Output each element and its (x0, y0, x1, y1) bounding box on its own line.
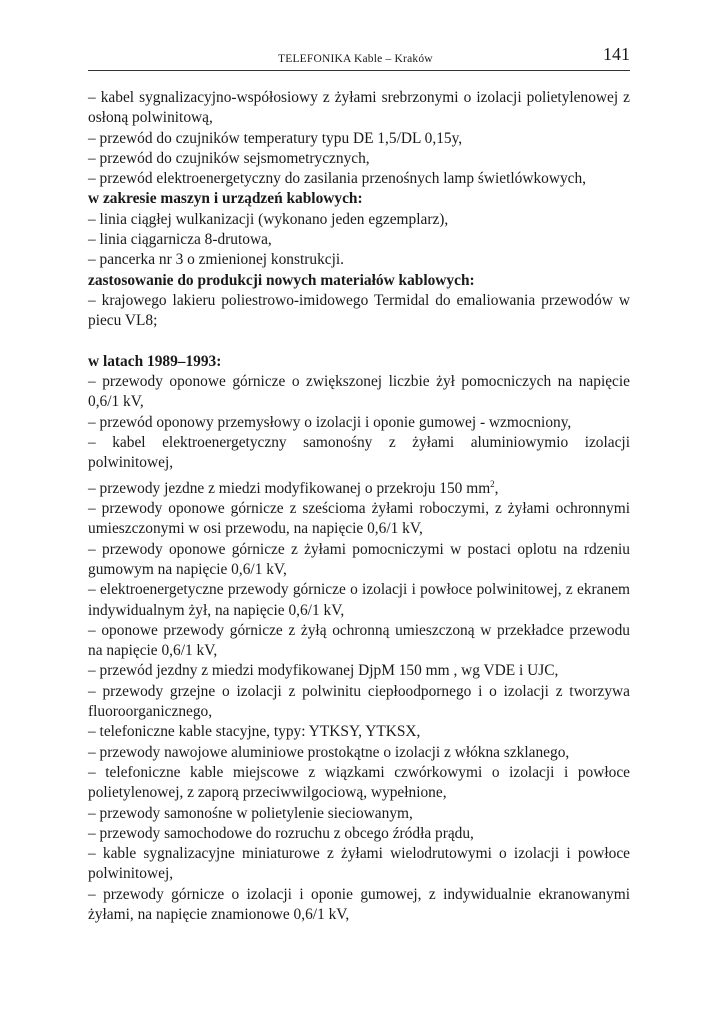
list-item: – przewody oponowe górnicze o zwiększonej liczbie żył pomocniczych na napięcie 0,6/1 kV, (88, 373, 630, 411)
list-item: – przewody samochodowe do rozruchu z obcego źródła prądu, (88, 824, 474, 842)
list-item: – przewody nawojowe aluminiowe prostokątne o izolacji z włókna szklanego, (88, 743, 570, 761)
list-item: – telefoniczne kable stacyjne, typy: YTKSY, YTKSX, (88, 723, 421, 741)
list-item: – przewód elektroenergetyczny do zasilania przenośnych lamp świetlówkowych, (88, 170, 587, 188)
section-heading: w zakresie maszyn i urządzeń kablowych: (88, 190, 363, 208)
list-item: – linia ciągłej wulkanizacji (wykonano jeden egzemplarz), (88, 210, 449, 228)
list-item: – telefoniczne kable miejscowe z wiązkami czwórkowymi o izolacji i powłoce polietylenowej, z zaporą przeciwwilgociową, wypełnione, (88, 763, 630, 802)
list-item: – przewody oponowe górnicze z żyłami pomocniczymi w postaci oplotu na rdzeniu gumowym na napięcie 0,6/1 kV, (88, 540, 630, 578)
list-item: – przewód do czujników sejsmometrycznych, (88, 149, 370, 167)
page-number: 141 (603, 44, 630, 64)
spacer (88, 332, 630, 352)
list-item: – przewody oponowe górnicze z sześcioma żyłami roboczymi, z żyłami ochronnymi umieszczonymi w osi przewodu, na napięcie 0,6/1 kV, (88, 500, 630, 538)
list-item: – kabel elektroenergetyczny samonośny z żyłami aluminiowymio izolacji polwinitowej, (88, 434, 630, 472)
list-item: – przewód oponowy przemysłowy o izolacji i oponie gumowej - wzmocniony, (88, 413, 572, 431)
list-item (88, 474, 630, 499)
list-item-text: – przewody jezdne z miedzi modyfikowanej o przekroju 150 mm (88, 479, 491, 497)
superscript: 2 (490, 478, 495, 489)
page-header (88, 44, 630, 71)
section-heading: zastosowanie do produkcji nowych materiałów kablowych: (88, 271, 475, 289)
list-item: – kabel sygnalizacyjno-współosiowy z żyłami srebrzonymi o izolacji polietylenowej z osłoną polwinitową, (88, 89, 630, 127)
running-title: TELEFONIKA Kable – Kraków (278, 53, 433, 65)
list-item: – przewód do czujników temperatury typu DE 1,5/DL 0,15y, (88, 129, 463, 147)
list-item: – przewód jezdny z miedzi modyfikowanej DjpM 150 mm , wg VDE i UJC, (88, 662, 559, 680)
page-body (88, 88, 630, 925)
list-item: – przewody samonośne w polietylenie sieciowanym, (88, 804, 413, 822)
list-item: – pancerka nr 3 o zmienionej konstrukcji. (88, 251, 345, 269)
section-heading: w latach 1989–1993: (88, 352, 222, 370)
list-item: – przewody grzejne o izolacji z polwinitu ciepłoodpornego i o izolacji z tworzywa fluoroorganicznego, (88, 682, 630, 721)
list-item: – kable sygnalizacyjne miniaturowe z żyłami wielodrutowymi o izolacji i powłoce polwinitowej, (88, 845, 630, 883)
list-item: – linia ciągarnicza 8-drutowa, (88, 231, 272, 249)
list-item: – przewody górnicze o izolacji i oponie gumowej, z indywidualnie ekranowanymi żyłami, na napięcie znamionowe 0,6/1 kV, (88, 885, 630, 923)
list-item: – krajowego lakieru poliestrowo-imidowego Termidal do emaliowania przewodów w piecu VL8; (88, 291, 630, 330)
list-item-tail: , (494, 479, 499, 497)
list-item: – elektroenergetyczne przewody górnicze o izolacji i powłoce polwinitowej, z ekranem indywidualnym żył, na napięcie 0,6/1 kV, (88, 581, 630, 619)
list-item: – oponowe przewody górnicze z żyłą ochronną umieszczoną w przekładce przewodu na napięcie 0,6/1 kV, (88, 621, 630, 660)
